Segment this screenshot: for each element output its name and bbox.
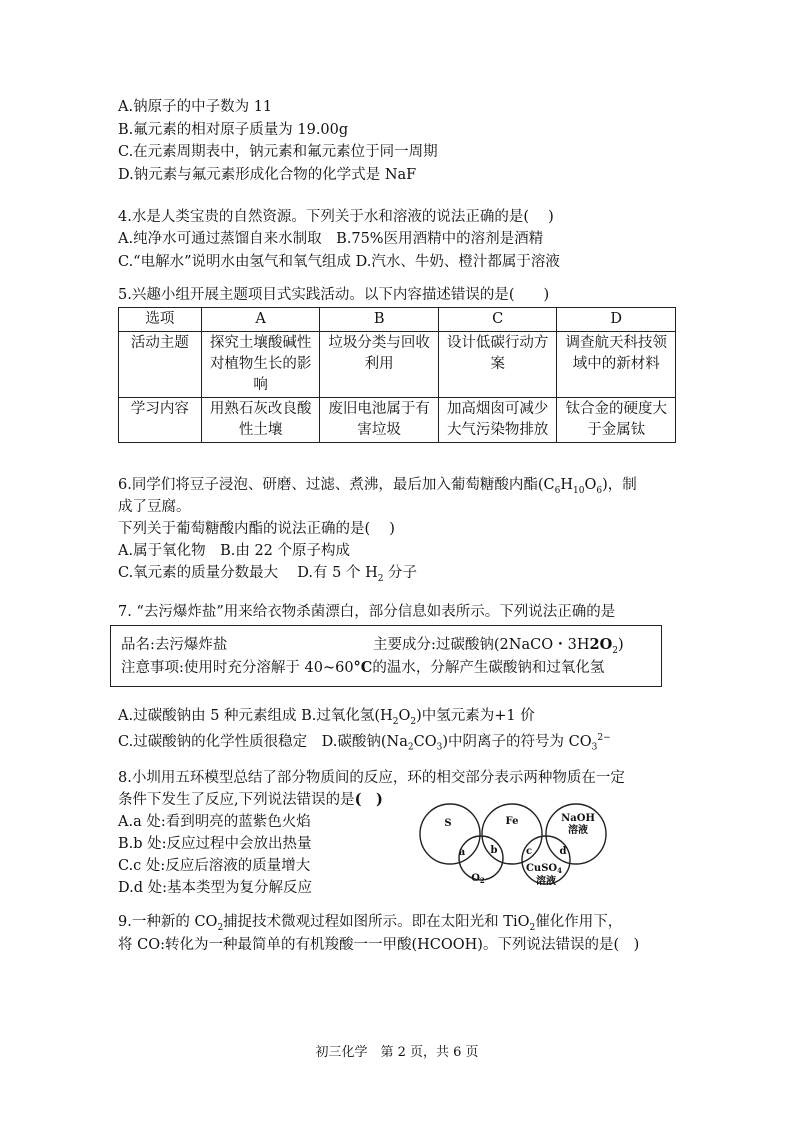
q3-option-a: A.钠原子的中子数为 11 bbox=[118, 99, 273, 115]
q8-option-a: A.a 处:看到明亮的蓝紫色火焰 bbox=[118, 814, 311, 830]
table-cell: C bbox=[438, 308, 557, 332]
intersection-label-d: d bbox=[559, 846, 567, 857]
q8-option-c: C.c 处:反应后溶液的质量增大 bbox=[118, 858, 311, 874]
table-cell: D bbox=[557, 308, 676, 332]
ring-label-s: S bbox=[444, 818, 452, 829]
ring-label-cuso4: CuSO$_4$ bbox=[525, 863, 563, 875]
intersection-label-c: c bbox=[525, 846, 533, 857]
table-row bbox=[119, 398, 676, 443]
ring-label-o2: $O_2$ bbox=[471, 873, 485, 885]
intersection-label-b: b bbox=[490, 845, 498, 856]
five-ring-model-diagram bbox=[418, 796, 618, 896]
q6-options-cd: C.氧元素的质量分数最大 D.有 5 个 $H_2$ 分子 bbox=[118, 565, 418, 584]
q6-stem-line2: 成了豆腐。 bbox=[118, 499, 191, 515]
q7-info-box bbox=[110, 625, 662, 687]
q4-options-ab: A.纯净水可通过蒸馏自来水制取 B.75%医用酒精中的溶剂是酒精 bbox=[118, 231, 544, 247]
table-cell: 选项 bbox=[119, 308, 202, 332]
q5-table bbox=[118, 307, 676, 443]
q7-notice: 注意事项:使用时充分溶解于 40~60°C的温水，分解产生碳酸钠和过氧化氢 bbox=[121, 659, 605, 676]
q3-option-c: C.在元素周期表中，钠元素和氟元素位于同一周期 bbox=[118, 144, 438, 160]
page-footer: 初三化学 第 2 页，共 6 页 bbox=[315, 1045, 479, 1060]
table-cell: 废旧电池属于有害垃圾 bbox=[320, 398, 439, 443]
table-cell: A bbox=[201, 308, 320, 332]
q7-options-cd: C.过碳酸钠的化学性质很稳定 D.碳酸钠$(Na_2CO_3)$中阴离子的符号为 $CO_3^{2-}$ bbox=[118, 733, 611, 753]
table-cell: 设计低碳行动方案 bbox=[438, 332, 557, 398]
table-cell: 探究土壤酸碱性对植物生长的影响 bbox=[201, 332, 320, 398]
q8-option-d: D.d 处:基本类型为复分解反应 bbox=[118, 880, 312, 896]
q9-stem-line2: 将 CO:转化为一种最简单的有机羧酸一一甲酸(HCOOH)。下列说法错误的是( ) bbox=[118, 937, 640, 953]
q7-product-name: 品名:去污爆炸盐 bbox=[121, 637, 228, 653]
intersection-label-a: a bbox=[458, 847, 466, 858]
ring-label-naoh-solution: 溶液 bbox=[568, 825, 588, 836]
q4-options-cd: C.“电解水”说明水由氢气和氧气组成 D.汽水、牛奶、橙汁都属于溶液 bbox=[118, 254, 560, 270]
q4-stem: 4.水是人类宝贵的自然资源。下列关于水和溶液的说法正确的是( ) bbox=[118, 209, 554, 225]
table-row bbox=[119, 332, 676, 398]
ring-o2 bbox=[459, 836, 503, 880]
q6-stem-line3: 下列关于葡萄糖酸内酯的说法正确的是( ) bbox=[118, 521, 395, 537]
q8-stem-line2: 条件下发生了反应,下列说法错误的是( ) bbox=[118, 791, 383, 808]
q7-options-ab: A.过碳酸钠由 5 种元素组成 B.过氧化氢$(H_2O_2)$中氢元素为+1 价 bbox=[118, 708, 535, 727]
q6-stem-line1: 6.同学们将豆子浸泡、研磨、过滤、煮沸，最后加入葡萄糖酸内酯$(C_6H_{10}O_6)$，制 bbox=[118, 477, 637, 496]
ring-label-naoh: NaOH bbox=[561, 813, 595, 824]
q8-stem-line1: 8.小圳用五环模型总结了部分物质间的反应，环的相交部分表示两种物质在一定 bbox=[118, 770, 625, 786]
table-cell: 垃圾分类与回收利用 bbox=[320, 332, 439, 398]
q7-stem: 7. “去污爆炸盐”用来给衣物杀菌漂白，部分信息如表所示。下列说法正确的是 bbox=[118, 604, 616, 620]
q6-options-ab: A.属于氧化物 B.由 22 个原子构成 bbox=[118, 543, 351, 559]
q3-option-d: D.钠元素与氟元素形成化合物的化学式是 NaF bbox=[118, 167, 417, 183]
q3-option-b: B.氟元素的相对原子质量为 19.00g bbox=[118, 122, 349, 138]
q7-main-component: 主要成分:过碳酸钠(2NaCO・$3H2O_2$) bbox=[373, 636, 624, 656]
q9-stem-line1: 9.一种新的 $CO_2$捕捉技术微观过程如图所示。即在太阳光和 TiO$_2$催化作用下， bbox=[118, 914, 623, 933]
ring-label-fe: Fe bbox=[505, 816, 519, 827]
table-cell: 加高烟囱可减少大气污染物排放 bbox=[438, 398, 557, 443]
ring-s bbox=[420, 804, 480, 864]
table-row bbox=[119, 308, 676, 332]
table-cell: 调查航天科技领域中的新材料 bbox=[557, 332, 676, 398]
table-cell: 学习内容 bbox=[119, 398, 202, 443]
q5-stem: 5.兴趣小组开展主题项目式实践活动。以下内容描述错误的是( ) bbox=[118, 287, 550, 303]
table-cell: 活动主题 bbox=[119, 332, 202, 398]
table-cell: 钛合金的硬度大于金属钛 bbox=[557, 398, 676, 443]
ring-label-cuso4-solution: 溶液 bbox=[536, 876, 556, 887]
table-cell: 用熟石灰改良酸性土壤 bbox=[201, 398, 320, 443]
q8-option-b: B.b 处:反应过程中会放出热量 bbox=[118, 836, 312, 852]
table-cell: B bbox=[320, 308, 439, 332]
